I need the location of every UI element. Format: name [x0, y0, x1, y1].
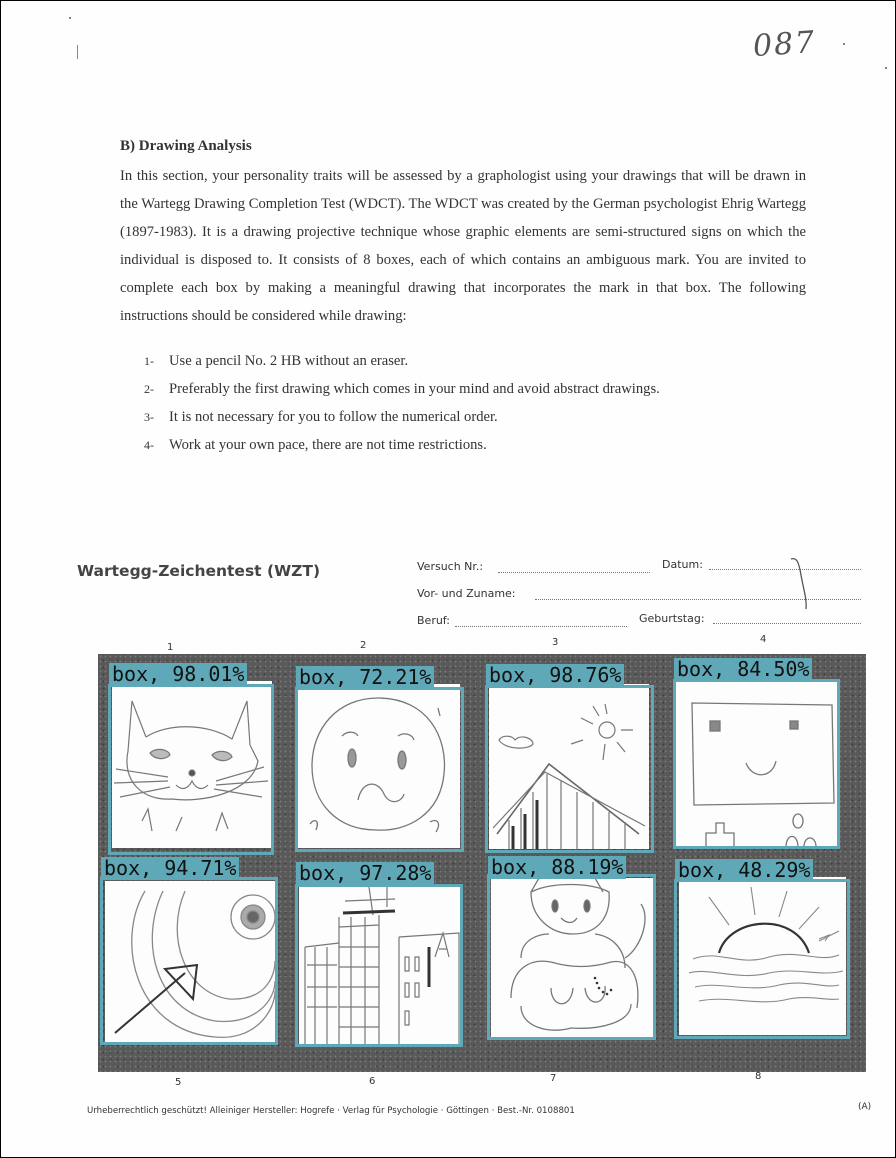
instruction-number: 2- [144, 382, 154, 396]
instruction-number: 3- [144, 410, 154, 424]
intro-paragraph: In this section, your personality traits will be assessed by a graphologist using your drawings that will be drawn in the Wartegg Drawing Completion Test (WDCT). The WDCT was created by the German psychologist Ehrig Wartegg (1897-1983). It is a drawing projective technique whose graphic elements are semi-structured signs on which the individual is disposed to. It consists of 8 boxes, each of which contains an ambiguous mark. You are invited to complete each box by making a meaningful drawing that incorporates the mark in that box. The following instructions should be considered while drawing: [120, 168, 806, 324]
detection-box-6 [295, 884, 463, 1047]
box-number-5: 5 [175, 1077, 182, 1088]
detection-box-5 [100, 877, 278, 1045]
name-line [535, 598, 861, 600]
detection-box-8 [674, 879, 850, 1039]
instruction-item [144, 375, 660, 403]
detection-label-3: box, 98.76% [486, 664, 624, 687]
instruction-item [144, 347, 660, 375]
detection-box-2 [295, 687, 464, 852]
handwritten-page-number: 087 [751, 24, 818, 65]
form-code: (A) [858, 1102, 872, 1112]
detection-label-2: box, 72.21% [296, 666, 434, 689]
detection-label-1: box, 98.01% [109, 663, 247, 686]
geburtstag-line [713, 622, 861, 624]
scan-speck [69, 17, 71, 19]
detection-label-7: box, 88.19% [488, 856, 626, 879]
instruction-item [144, 403, 660, 431]
detection-box-7 [487, 874, 656, 1040]
detection-box-1 [108, 684, 274, 855]
instruction-item [144, 431, 660, 459]
versuch-label: Versuch Nr.: [417, 560, 484, 573]
beruf-line [455, 625, 627, 627]
copyright-footer: Urheberrechtlich geschützt! Alleiniger Hersteller: Hogrefe · Verlag für Psychologie · Göttingen · Best.-Nr. 0108801 [87, 1106, 575, 1116]
instruction-text: Preferably the first drawing which comes in your mind and avoid abstract drawings. [169, 381, 660, 397]
detection-box-4 [673, 679, 840, 849]
versuch-line [498, 571, 650, 573]
instruction-list [144, 347, 660, 459]
detection-label-6: box, 97.28% [296, 862, 434, 885]
detection-box-3 [485, 685, 654, 853]
box-number-4: 4 [760, 634, 767, 645]
beruf-label: Beruf: [417, 614, 450, 627]
name-label: Vor- und Zuname: [417, 587, 516, 600]
geburtstag-label: Geburtstag: [639, 612, 705, 625]
box-number-3: 3 [552, 637, 559, 648]
scan-speck [843, 43, 845, 45]
datum-label: Datum: [662, 558, 703, 571]
instruction-number: 4- [144, 438, 154, 452]
pen-stroke-mark [787, 555, 811, 613]
box-number-7: 7 [550, 1073, 557, 1084]
box-number-2: 2 [360, 640, 367, 651]
instruction-text: Work at your own pace, there are not time restrictions. [169, 437, 487, 453]
instruction-text: Use a pencil No. 2 HB without an eraser. [169, 353, 409, 369]
instruction-text: It is not necessary for you to follow the numerical order. [169, 409, 498, 425]
section-title: B) Drawing Analysis [120, 138, 252, 154]
detection-label-5: box, 94.71% [101, 857, 239, 880]
detection-label-4: box, 84.50% [674, 658, 812, 681]
box-number-6: 6 [369, 1076, 376, 1087]
box-number-8: 8 [755, 1071, 762, 1082]
scan-speck [885, 67, 887, 69]
datum-line [709, 568, 861, 570]
scan-speck [77, 45, 78, 59]
detection-label-8: box, 48.29% [675, 859, 813, 882]
instruction-number: 1- [144, 354, 154, 368]
box-number-1: 1 [167, 642, 174, 653]
wzt-title: Wartegg-Zeichentest (WZT) [77, 562, 321, 580]
